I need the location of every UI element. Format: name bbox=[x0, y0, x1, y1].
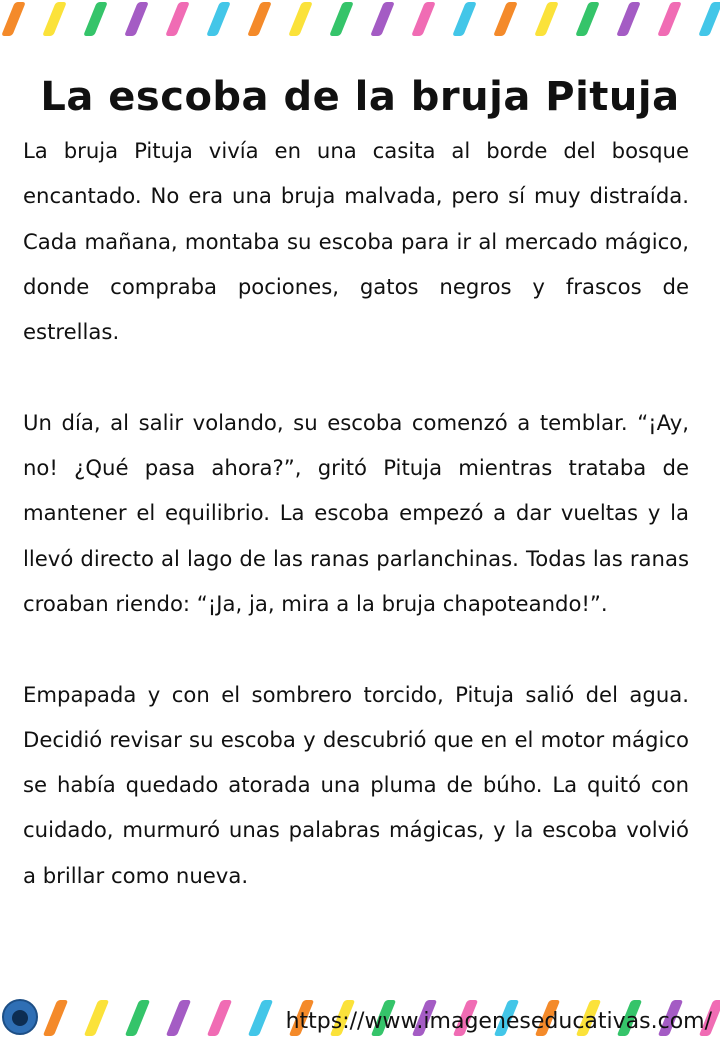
paragraph-3: Empapada y con el sombrero torcido, Pituja salió del agua. Decidió revisar su escoba y descubrió que en el motor mágico se había quedado atorada una pluma de búho. La quitó con cuidado, murmuró unas palabras mágicas, y la escoba volvió a brillar como nueva. bbox=[23, 681, 689, 888]
stripe-decoration bbox=[84, 1000, 110, 1036]
stripe-decoration bbox=[657, 2, 682, 36]
stripe-decoration bbox=[698, 2, 720, 36]
stripe-decoration bbox=[207, 1000, 233, 1036]
stripe-decoration bbox=[83, 2, 108, 36]
paragraph-2: Un día, al salir volando, su escoba comenzó a temblar. “¡Ay, no! ¿Qué pasa ahora?”, gritó Pituja mientras trataba de mantener el equilibrio. La escoba empezó a dar vueltas y la llevó directo al lago de las ranas parlanchinas. Todas las ranas croaban riendo: “¡Ja, ja, mira a la bruja chapoteando!”. bbox=[23, 409, 689, 616]
top-stripe-border bbox=[0, 0, 720, 40]
stripe-decoration bbox=[247, 2, 272, 36]
stripe-decoration bbox=[248, 1000, 274, 1036]
stripe-decoration bbox=[43, 1000, 69, 1036]
stripe-decoration bbox=[165, 2, 190, 36]
stripe-decoration bbox=[166, 1000, 192, 1036]
page-title: La escoba de la bruja Pituja bbox=[40, 73, 680, 120]
stripe-decoration bbox=[288, 2, 313, 36]
stripe-decoration bbox=[616, 2, 641, 36]
story-body bbox=[23, 128, 689, 898]
stripe-decoration bbox=[370, 2, 395, 36]
stripe-decoration bbox=[493, 2, 518, 36]
website-url-link[interactable]: https://www.imageneseducativas.com/ bbox=[285, 1009, 712, 1034]
paragraph-1: La bruja Pituja vivía en una casita al borde del bosque encantado. No era una bruja malvada, pero sí muy distraída. Cada mañana, montaba su escoba para ir al mercado mágico, donde compraba pociones, gatos negros y frascos de estrellas. bbox=[23, 138, 689, 345]
site-logo-icon bbox=[2, 999, 38, 1035]
stripe-decoration bbox=[411, 2, 436, 36]
stripe-decoration bbox=[42, 2, 67, 36]
stripe-decoration bbox=[125, 1000, 151, 1036]
stripe-decoration bbox=[124, 2, 149, 36]
stripe-decoration bbox=[534, 2, 559, 36]
stripe-decoration bbox=[452, 2, 477, 36]
stripe-decoration bbox=[206, 2, 231, 36]
stripe-decoration bbox=[329, 2, 354, 36]
stripe-decoration bbox=[1, 2, 26, 36]
stripe-decoration bbox=[575, 2, 600, 36]
